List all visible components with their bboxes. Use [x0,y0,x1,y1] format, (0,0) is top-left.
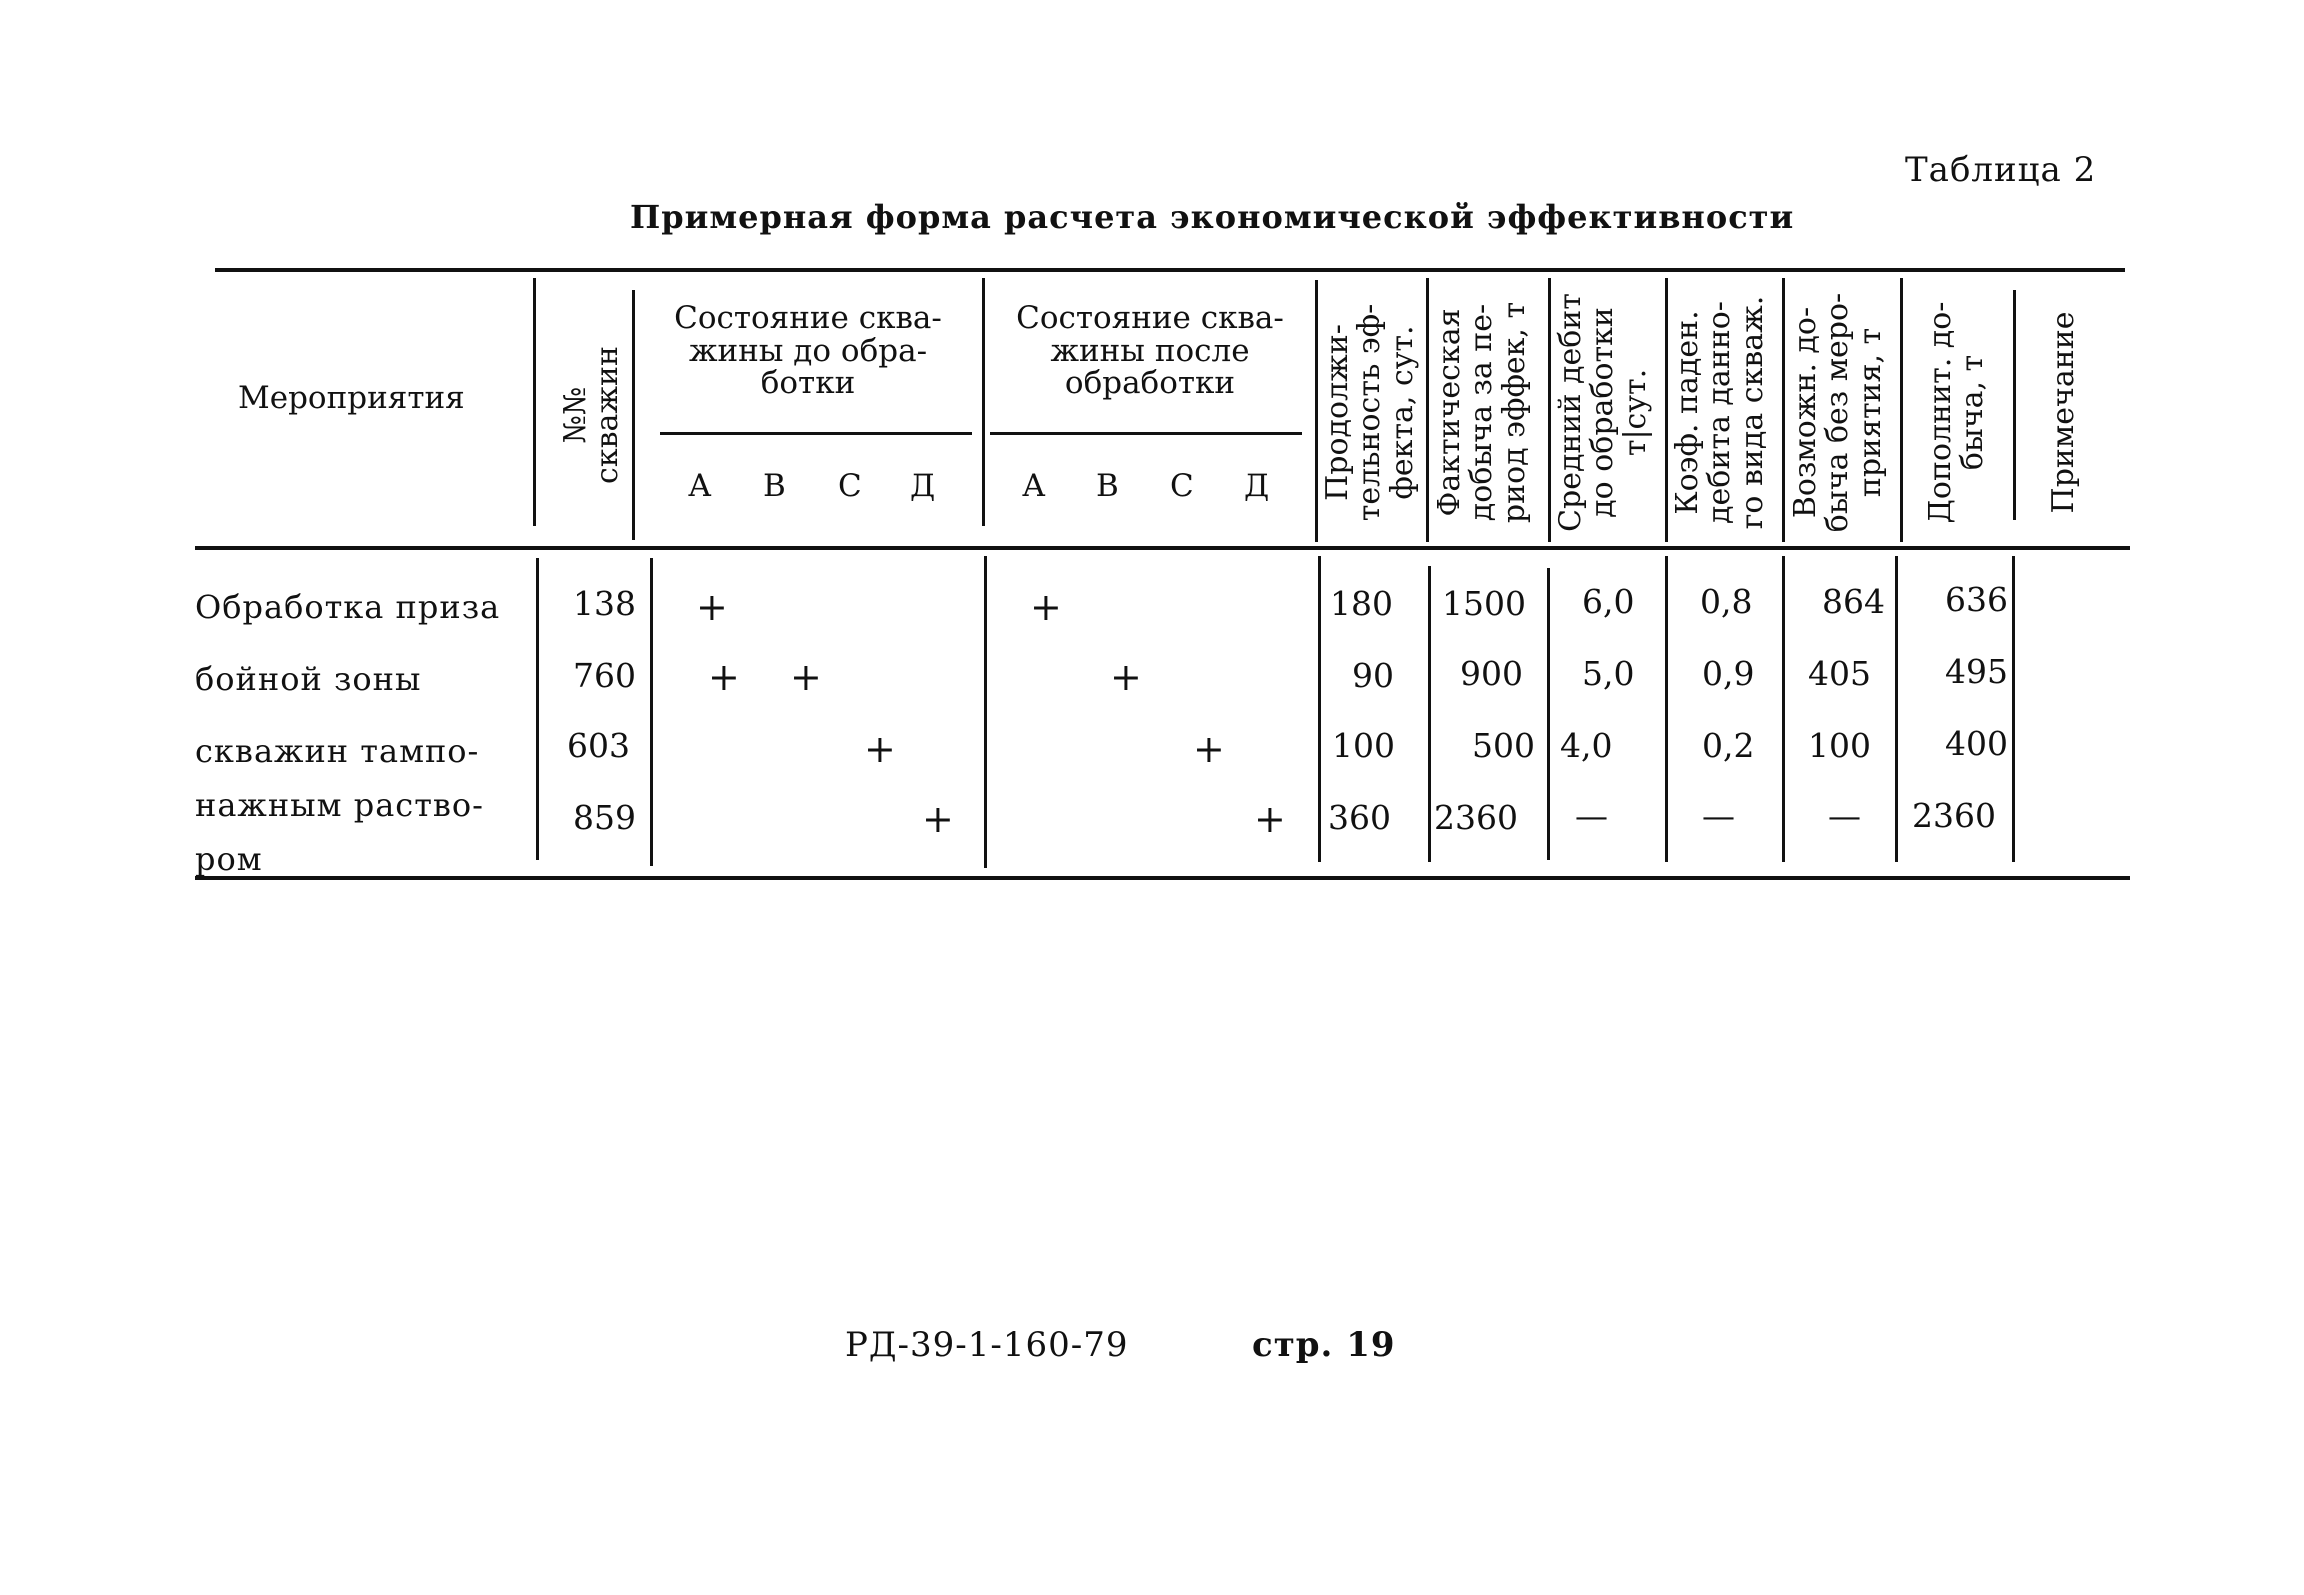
cell-possible: — [1828,796,1861,835]
header-after-d: Д [1244,468,1270,504]
header-measures: Мероприятия [238,380,465,416]
col-divider [1895,556,1898,862]
col-divider [1900,278,1903,542]
cell-duration: 360 [1328,798,1391,837]
cell-mark: + [864,727,896,771]
col-divider [2013,290,2016,520]
cell-avg: 4,0 [1560,726,1613,765]
cell-actual: 1500 [1442,584,1526,623]
col-divider [1428,566,1431,862]
cell-actual: 500 [1472,726,1535,765]
page-number: стр. 19 [1252,1325,1396,1365]
header-before-c: С [838,468,862,504]
header-after-b: В [1096,468,1119,504]
cell-coef: — [1702,796,1735,835]
cell-actual: 2360 [1434,798,1518,837]
cell-mark: + [1110,655,1142,699]
table-number-label: Таблица 2 [1905,150,2097,190]
cell-possible: 864 [1822,582,1885,621]
col-divider [982,278,985,526]
cell-avg: 6,0 [1582,582,1635,621]
col-divider [1665,278,1668,542]
col-divider [650,558,653,866]
header-before-a: А [688,468,712,504]
col-divider [2012,556,2015,862]
cell-duration: 100 [1332,726,1395,765]
cell-coef: 0,8 [1700,582,1753,621]
cell-well: 859 [573,798,636,837]
col-divider [536,558,539,860]
measure-text-line: ром [195,840,263,878]
col-divider [1547,568,1550,860]
col-divider [1426,278,1429,542]
col-divider [1782,278,1785,542]
table-bottom-rule [195,876,2130,880]
header-bottom-rule [195,546,2130,550]
cell-avg: 5,0 [1582,654,1635,693]
header-before-treatment: Состояние сква- жины до обра- ботки [674,300,942,402]
cell-additional: 636 [1945,580,2008,619]
table-top-rule [215,268,2125,272]
col-divider [1548,278,1551,542]
col-divider [632,290,635,540]
cell-mark: + [1030,585,1062,629]
col-divider [533,278,536,526]
cell-mark: + [1193,727,1225,771]
measure-text-line: нажным раство- [195,786,484,824]
header-before-b: В [763,468,786,504]
cell-mark: + [1254,797,1286,841]
cell-additional: 2360 [1912,796,1996,835]
cell-duration: 90 [1352,656,1394,695]
header-after-c: С [1170,468,1194,504]
col-divider [984,556,987,868]
after-group-rule [990,432,1302,435]
cell-possible: 405 [1808,654,1871,693]
col-divider [1318,556,1321,862]
measure-text-line: бойной зоны [195,660,422,698]
cell-coef: 0,2 [1702,726,1755,765]
header-after-a: А [1022,468,1046,504]
header-before-d: Д [910,468,936,504]
cell-well: 603 [567,726,630,765]
col-divider [1315,280,1318,542]
header-after-treatment: Состояние сква- жины после обработки [1016,300,1284,402]
cell-duration: 180 [1330,584,1393,623]
cell-avg: — [1575,796,1608,835]
cell-well: 138 [573,584,636,623]
cell-mark: + [790,655,822,699]
cell-additional: 400 [1945,724,2008,763]
col-divider [1782,556,1785,862]
cell-mark: + [708,655,740,699]
cell-coef: 0,9 [1702,654,1755,693]
cell-additional: 495 [1945,652,2008,691]
cell-well: 760 [573,656,636,695]
before-group-rule [660,432,972,435]
cell-mark: + [696,585,728,629]
col-divider [1665,556,1668,862]
measure-text-line: Обработка приза [195,588,501,626]
document-code: РД-39-1-160-79 [845,1325,1129,1365]
document-title: Примерная форма расчета экономической эффективности [630,198,1795,236]
cell-actual: 900 [1460,654,1523,693]
cell-possible: 100 [1808,726,1871,765]
cell-mark: + [922,797,954,841]
measure-text-line: скважин тампо- [195,732,480,770]
